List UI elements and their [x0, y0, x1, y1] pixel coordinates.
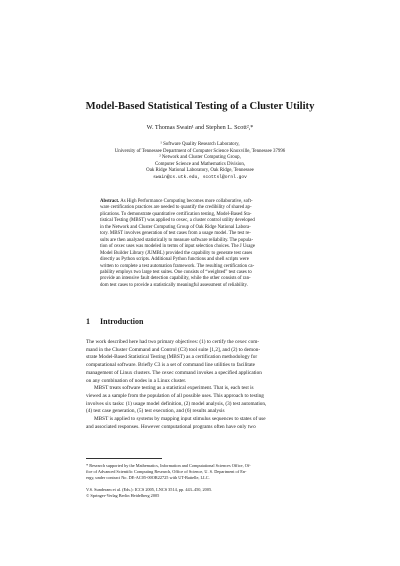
abstract-line: ware certification practices are needed to quantify the credibility of shared ap-: [100, 205, 252, 211]
body-line: MBST is applied to systems by mapping input stimulus sequences to states of use: [94, 416, 266, 423]
affiliation-line: Oak Ridge National Laboratory, Oak Ridge, Tennessee: [146, 168, 254, 173]
affiliation-line: ² Network and Cluster Computing Group,: [159, 155, 241, 160]
footnote-line: ergy, under contract No. DE-AC05-00OR22725 with UT-Battelle, LLC.: [86, 475, 210, 480]
footnote-line: fice of Advanced Scientific Computing Research, Office of Science, U. S. Department of En-: [86, 469, 247, 474]
abstract-line: sults are then analyzed statistically to measure software reliability. The popula-: [100, 237, 254, 243]
body-line: (4) test case generation, (5) test execution, and (6) results analysis: [86, 408, 225, 415]
section-title: Introduction: [100, 317, 144, 326]
paper-authors: W. Thomas Swain¹ and Stephen L. Scott²,*: [146, 124, 254, 131]
abstract-line: Model Builder Library (JUMBL) provided the capability to generate test cases: [100, 250, 253, 256]
body-line: management of Linux clusters. The cexec command invokes a specified application: [86, 369, 262, 376]
body-line: MBST treats software testing as a statistical experiment. That is, each test is: [94, 385, 254, 392]
body-line: strate Model-Based Statistical Testing (MBST) as a certification methodology for: [86, 354, 258, 361]
paper-title: Model-Based Statistical Testing of a Cluster Utility: [85, 101, 315, 112]
body-line: on any combination of nodes in a Linux cluster.: [86, 377, 187, 384]
affiliations: [60, 142, 340, 181]
abstract-line: written to complete a test automation framework. The resulting certification ca-: [100, 263, 255, 269]
abstract-line: tistical Testing (MBST) was applied to cexec, a cluster control utility developed: [100, 218, 255, 224]
footnote-line: * Research supported by the Mathematics, Information and Computational Sciences Office, Of-: [86, 463, 251, 468]
abstract-heading: Abstract.: [100, 199, 120, 204]
affiliation-line: ¹ Software Quality Research Laboratory,: [160, 142, 240, 147]
abstract-line: tion of cexec uses was modeled in terms of input selection choices. The J Usage: [100, 244, 256, 250]
body-line: mand in the Cluster Command and Control (C3) tool suite [1,2], and (2) to demon-: [86, 346, 261, 353]
footnote: [86, 463, 316, 481]
abstract-line: dom test cases to provide a statistically meaningful assessment of reliability.: [100, 282, 248, 288]
footnote-divider: [86, 458, 162, 459]
section-heading: [86, 317, 326, 327]
abstract: [100, 199, 303, 289]
affiliation-line: University of Tennessee Department of Computer Science Knoxville, Tennessee 37996: [114, 148, 286, 154]
abstract-line: As High Performance Computing becomes more collaborative, soft-: [120, 199, 253, 204]
section-number: 1: [86, 317, 90, 326]
affiliation-line: Computer Science and Mathematics Division,: [154, 161, 246, 167]
body-line: and associated responses. However computational programs often have only two: [86, 423, 256, 430]
body-text: [86, 339, 316, 431]
abstract-line: pability employs two large test suites. One consists of “weighted” test cases to: [100, 269, 252, 275]
copyright-line: © Springer-Verlag Berlin Heidelberg 2005: [86, 493, 160, 498]
abstract-line: provide an intensive fault detection capability, while the other consists of ran-: [100, 276, 251, 282]
body-line: The work described here had two primary objectives: (1) to certify the cexec com-: [86, 339, 260, 345]
body-line: computational software. Briefly C3 is a set of command line utilities to facilitate: [86, 362, 255, 369]
abstract-line: tory. MBST involves generation of test cases from a usage model. The test re-: [100, 231, 251, 237]
body-line: involves six tasks: (1) usage model definition, (2) model analysis, (3) test automation,: [86, 400, 267, 407]
citation-info: [86, 487, 316, 499]
citation-line: V.S. Sunderam et al. (Eds.): ICCS 2005, LNCS 3514, pp. 443–450, 2005.: [86, 487, 213, 492]
abstract-line: in the Network and Cluster Computing Group of Oak Ridge National Labora-: [100, 224, 251, 230]
abstract-line: directly as Python scripts. Additional Python functions and shell scripts were: [100, 257, 249, 263]
body-line: viewed as a sample from the population of all possible uses. This approach to testing: [86, 392, 264, 399]
abstract-line: plications. To demonstrate quantitative certification testing, Model-Based Sta-: [100, 211, 252, 217]
author-emails: swain@cs.utk.edu, scottsl@ornl.gov: [153, 174, 247, 180]
